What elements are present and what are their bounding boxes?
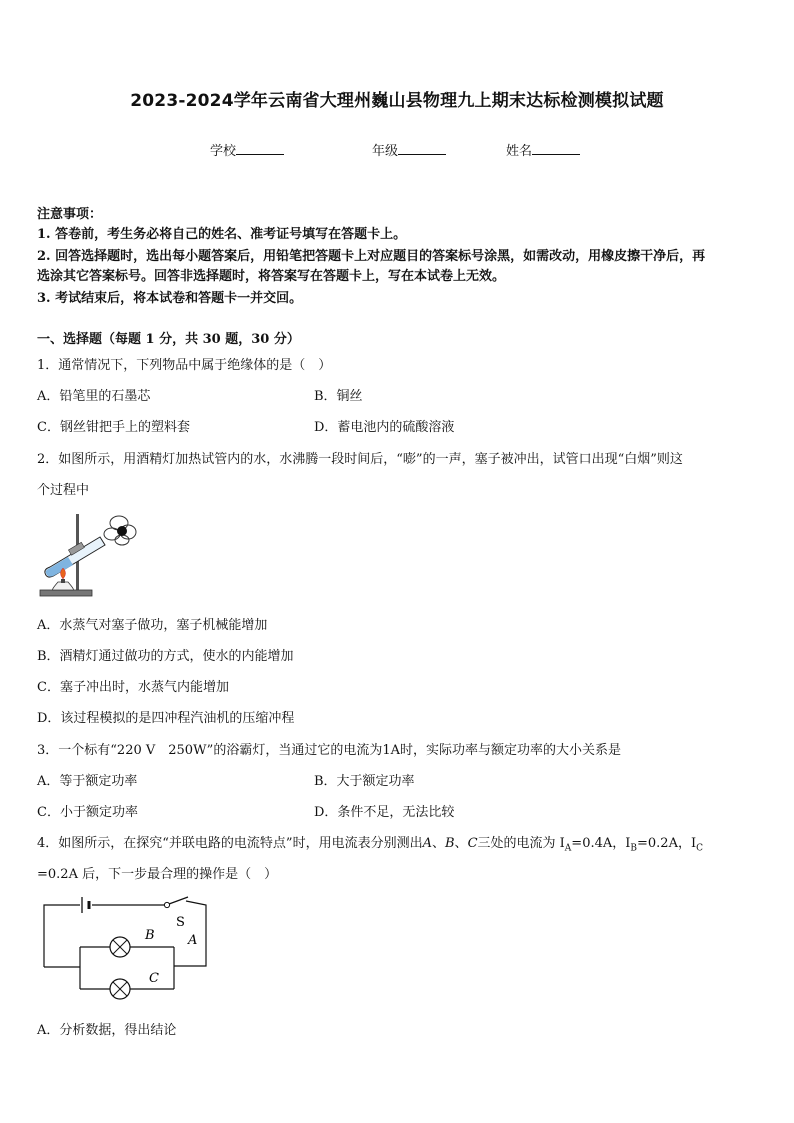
q4-sub-a: A [564,843,572,854]
stand-base [40,590,92,596]
q1-option-a: A．铅笔里的石墨芯 [37,389,151,404]
q1-option-b: B．铜丝 [314,389,363,404]
q4-point-c: C [467,836,478,851]
notice-item-2a: 2. 回答选择题时，选出每小题答案后，用铅笔把答题卡上对应题目的答案标号涂黑，如需改动，用橡皮擦干净后，再 [37,249,706,264]
q4-sub-c: C [696,843,703,854]
switch-icon [164,897,188,908]
notice-heading: 注意事项： [37,207,103,222]
q2-option-c: C．塞子冲出时，水蒸气内能增加 [37,680,229,695]
q4-stem-prefix: 4．如图所示，在探究“并联电路的电流特点”时，用电流表分别测出 [37,836,423,851]
label-point-b: B [145,928,155,943]
q3-option-a: A．等于额定功率 [37,774,138,789]
q3-option-d: D．条件不足，无法比较 [314,805,455,820]
grade-label: 年级 [372,144,399,159]
heating-test-tube-figure [36,510,140,600]
school-blank [236,142,284,155]
name-label: 姓名 [506,144,533,159]
label-switch-s: S [176,915,185,930]
notice-item-2b: 选涂其它答案标号。回答非选择题时，将答案写在答题卡上，写在本试卷上无效。 [37,269,506,284]
q2-option-a: A．水蒸气对塞子做功，塞子机械能增加 [37,618,268,633]
school-field [210,140,284,159]
bulb-b-icon [110,937,130,957]
q2-option-d: D．该过程模拟的是四冲程汽油机的压缩冲程 [37,711,295,726]
section-heading: 一、选择题（每题 1 分，共 30 题，30 分） [37,332,300,347]
q4-point-a: A [422,836,432,851]
q4-sub-b: B [630,843,638,854]
q1-option-d: D．蓄电池内的硫酸溶液 [314,420,455,435]
page-title: 2023-2024学年云南省大理州巍山县物理九上期末达标检测模拟试题 [130,91,664,111]
q4-stem-line1 [37,832,703,854]
q2-option-b: B．酒精灯通过做功的方式，使水的内能增加 [37,649,294,664]
label-point-a: A [188,933,198,948]
grade-field [372,140,446,159]
test-tube [45,537,105,577]
q3-option-c: C．小于额定功率 [37,805,138,820]
school-label: 学校 [210,144,237,159]
battery-icon [82,897,89,913]
bulb-c-icon [110,979,130,999]
grade-blank [398,142,446,155]
q4-sep-2: 、 [454,836,468,851]
q4-option-a: A．分析数据，得出结论 [37,1023,177,1038]
q1-stem: 1．通常情况下，下列物品中属于绝缘体的是（ ） [37,358,332,373]
notice-item-1: 1. 答卷前，考生务必将自己的姓名、准考证号填写在答题卡上。 [37,227,407,242]
q1-option-c: C．钢丝钳把手上的塑料套 [37,420,190,435]
q3-stem: 3．一个标有“220 V 250W”的浴霸灯，当通过它的电流为1A时，实际功率与额定功率的大小关系是 [37,743,621,758]
q4-value-a: =0.4A，I [571,836,631,851]
parallel-circuit-figure [36,892,216,1004]
q4-value-b: =0.2A，I [637,836,697,851]
q2-stem-line2: 个过程中 [37,483,90,498]
notice-item-3: 3. 考试结束后，将本试卷和答题卡一并交回。 [37,291,303,306]
q4-point-b: B [444,836,455,851]
label-point-c: C [149,971,159,986]
name-blank [532,142,580,155]
name-field [506,140,580,159]
q3-option-b: B．大于额定功率 [314,774,415,789]
q4-sep-1: 、 [431,836,445,851]
stopper [117,526,127,536]
q4-stem-line2: =0.2A 后，下一步最合理的操作是（ ） [37,867,278,882]
q2-stem-line1: 2．如图所示，用酒精灯加热试管内的水，水沸腾一段时间后，“嘭”的一声，塞子被冲出，试管口出现“白烟”则这 [37,452,683,467]
q4-stem-mid: 三处的电流为 I [477,836,565,851]
